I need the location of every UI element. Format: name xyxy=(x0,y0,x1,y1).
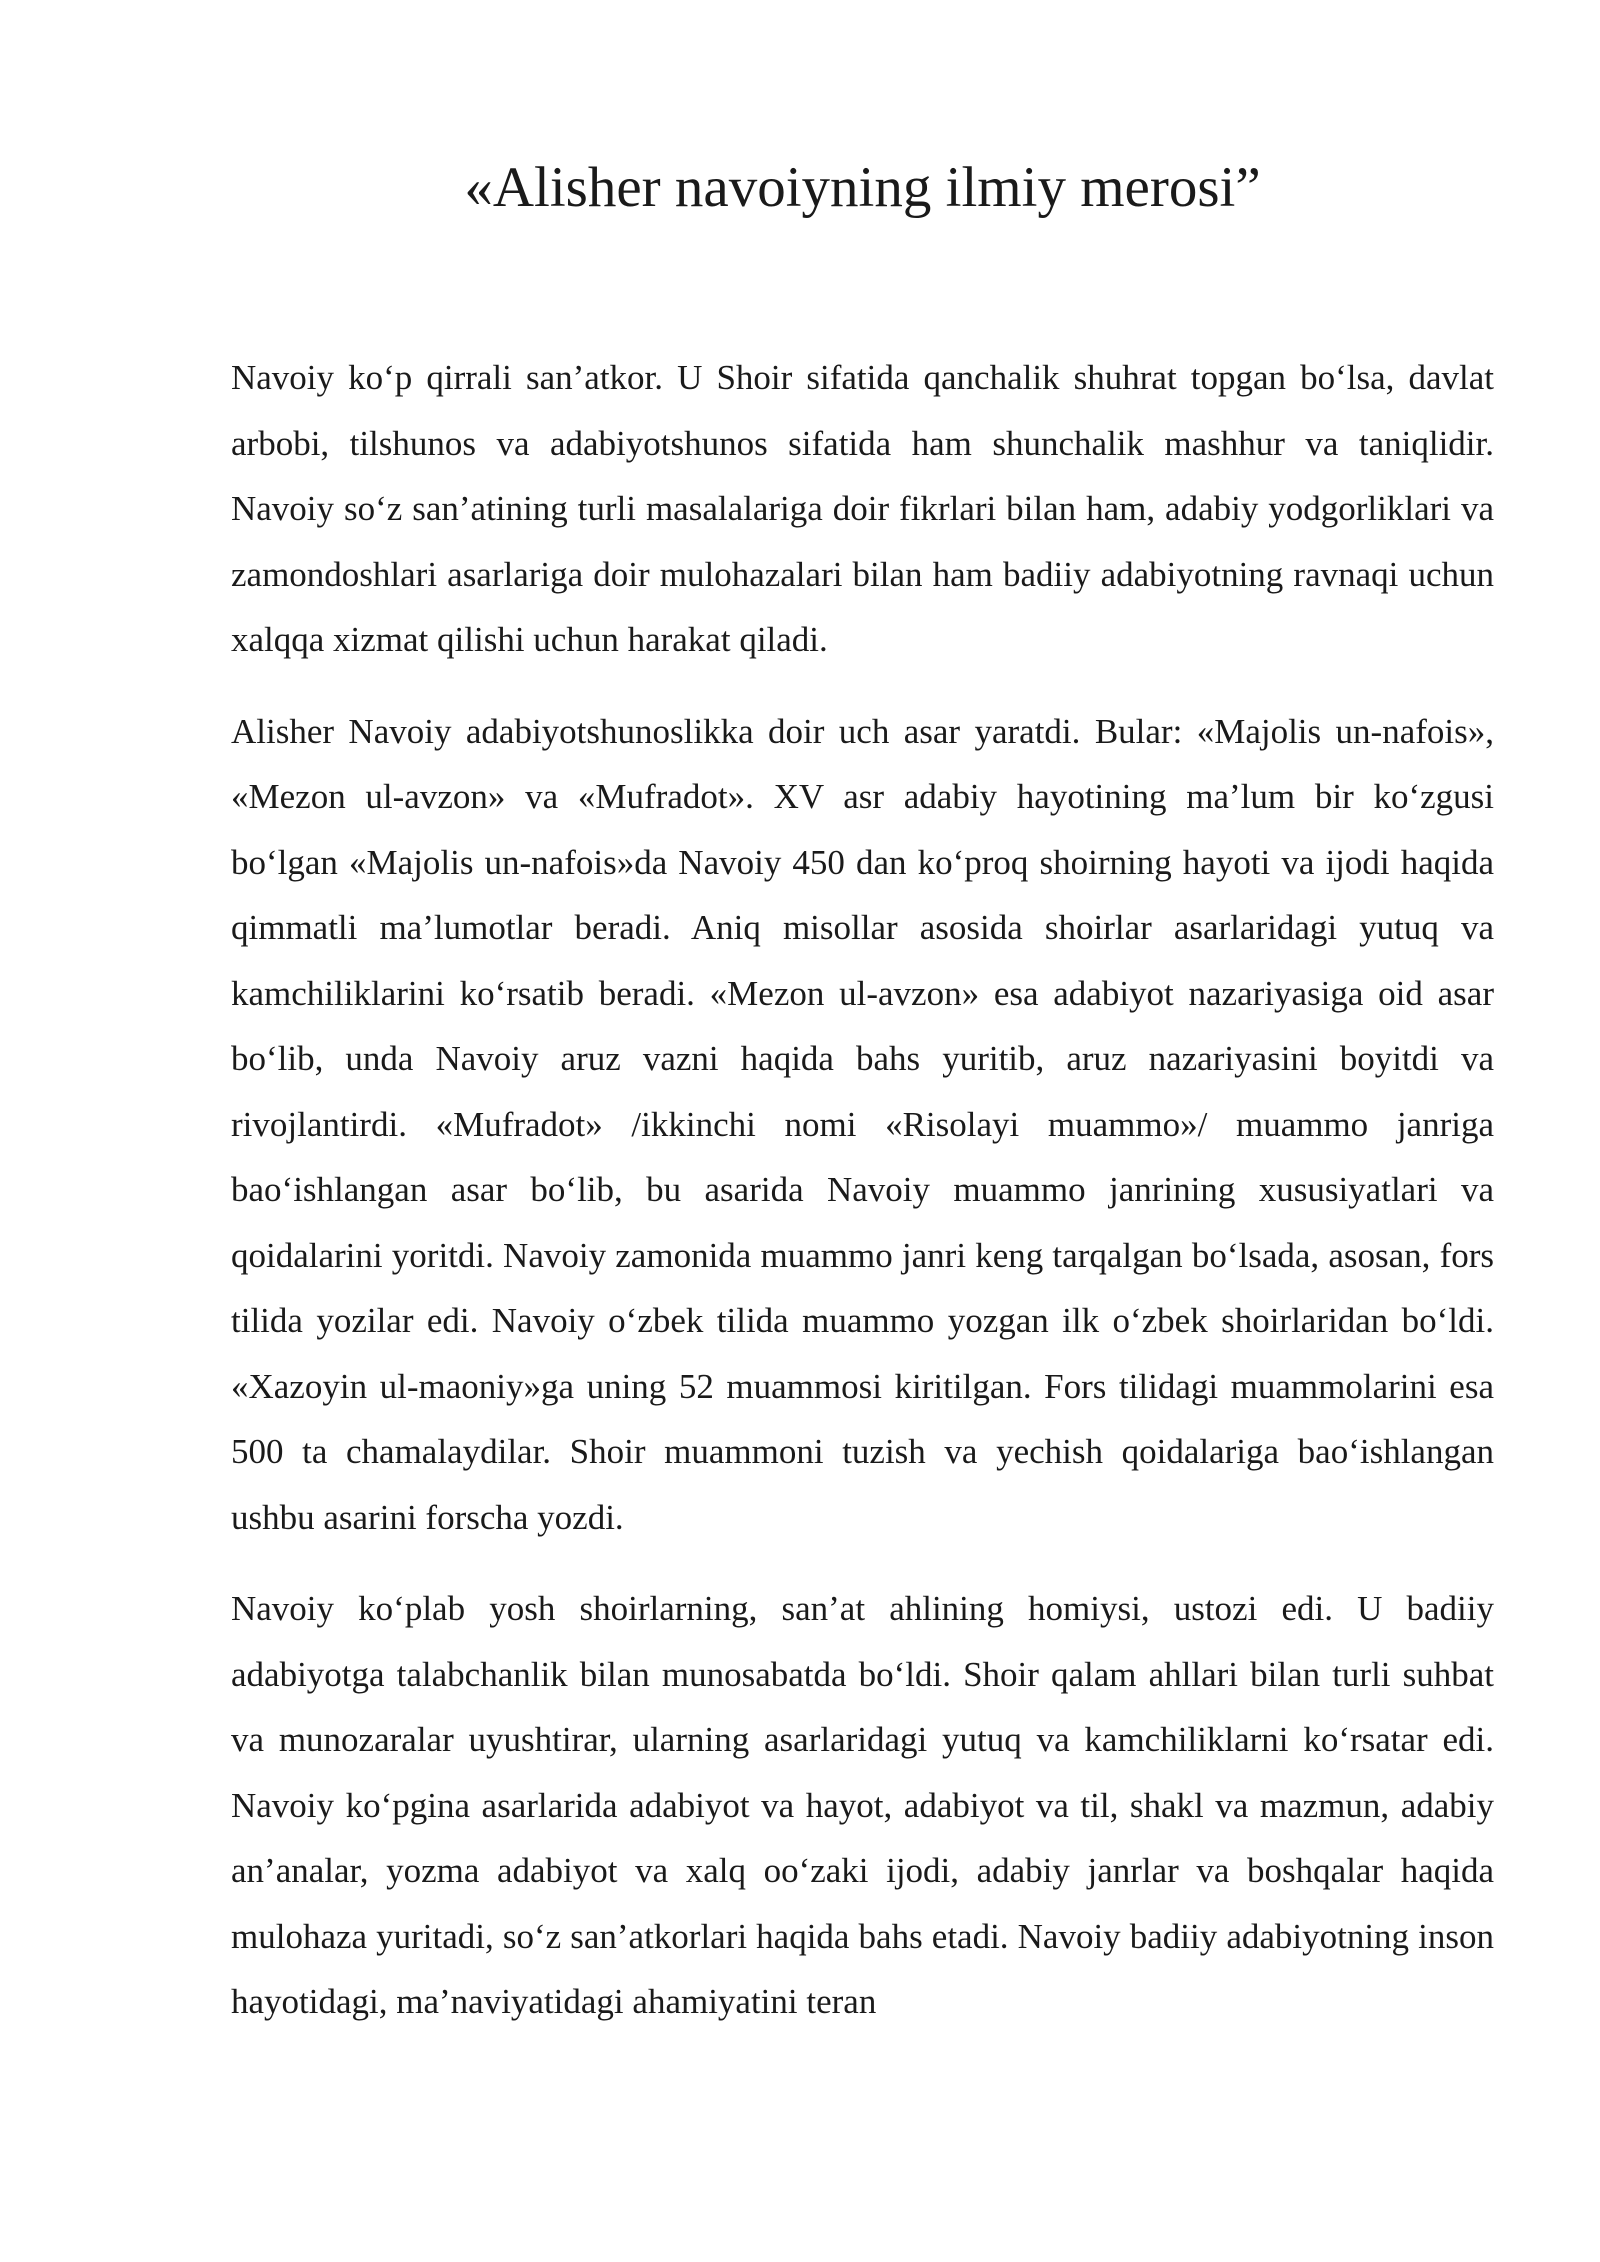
paragraph-3: Navoiy ko‘plab yosh shoirlarning, san’at ahlining homiysi, ustozi edi. U badiiy adabiyotga talabchanlik bilan munosabatda bo‘ldi. Shoir qalam ahllari bilan turli suhbat va munozaralar uyushtirar, ularning asarlaridagi yutuq va kamchiliklarni ko‘rsatar edi. Navoiy ko‘pgina asarlarida adabiyot va hayot, adabiyot va til, shakl va mazmun, adabiy an’analar, yozma adabiyot va xalq oo‘zaki ijodi, adabiy janrlar va boshqalar haqida mulohaza yuritadi, so‘z san’atkorlari haqida bahs etadi. Navoiy badiiy adabiyotning inson hayotidagi, ma’naviyatidagi ahamiyatini teran xyxy=(231,1589,1494,2021)
paragraph-1: Navoiy ko‘p qirrali san’atkor. U Shoir sifatida qanchalik shuhrat topgan bo‘lsa, davlat arbobi, tilshunos va adabiyotshunos sifatida ham shunchalik mashhur va taniqlidir. Navoiy so‘z san’atining turli masalalariga doir fikrlari bilan ham, adabiy yodgorliklari va zamondoshlari asarlariga doir mulohazalari bilan ham badiiy adabiyotning ravnaqi uchun xalqqa xizmat qilishi uchun harakat qiladi. xyxy=(231,358,1494,659)
paragraph-2: Alisher Navoiy adabiyotshunoslikka doir uch asar yaratdi. Bular: «Majolis un-nafois», «Mezon ul-avzon» va «Mufradot». XV asr adabiy hayotining ma’lum bir ko‘zgusi bo‘lgan «Majolis un-nafois»da Navoiy 450 dan ko‘proq shoirning hayoti va ijodi haqida qimmatli ma’lumotlar beradi. Aniq misollar asosida shoirlar asarlaridagi yutuq va kamchiliklarini ko‘rsatib beradi. «Mezon ul-avzon» esa adabiyot nazariyasiga oid asar bo‘lib, unda Navoiy aruz vazni haqida bahs yuritib, aruz nazariyasini boyitdi va rivojlantirdi. «Mufradot» /ikkinchi nomi «Risolayi muammo»/ muammo janriga bao‘ishlangan asar bo‘lib, bu asarida Navoiy muammo janrining xususiyatlari va qoidalarini yoritdi. Navoiy zamonida muammo janri keng tarqalgan bo‘lsada, asosan, fors tilida yozilar edi. Navoiy o‘zbek tilida muammo yozgan ilk o‘zbek shoirlaridan bo‘ldi. «Xazoyin ul-maoniy»ga uning 52 muammosi kiritilgan. Fors tilidagi muammolarini esa 500 ta chamalaydilar. Shoir muammoni tuzish va yechish qoidalariga bao‘ishlangan ushbu asarini forscha yozdi. xyxy=(231,711,1494,1537)
page-title: «Alisher navoiyning ilmiy merosi” xyxy=(464,156,1261,219)
document-body xyxy=(231,345,1494,2061)
